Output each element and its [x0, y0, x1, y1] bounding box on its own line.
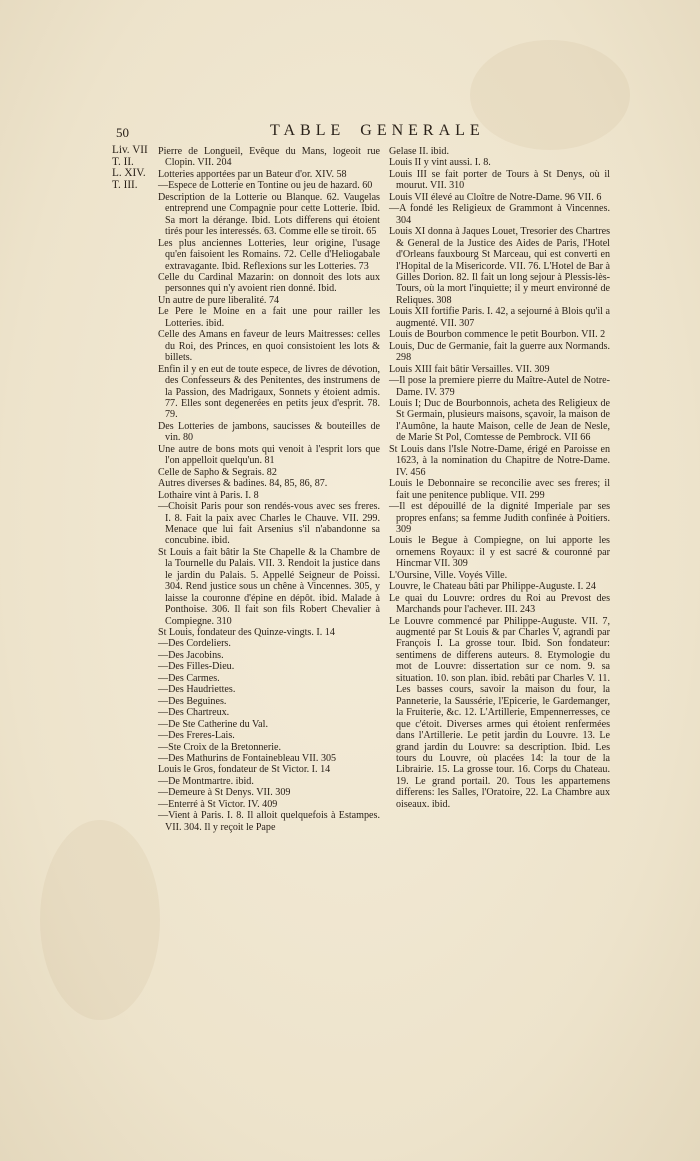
index-entry: St Louis dans l'Isle Notre-Dame, érigé en Paroisse en 1623, à la nomination du Chapitre de Notre-Dame. IV. 456 [389, 443, 610, 478]
index-entry: Celle du Cardinal Mazarin: on donnoit des lots aux personnes qui n'y avoient rien donné. Ibid. [158, 271, 380, 295]
index-entry: Une autre de bons mots qui venoit à l'esprit lors que l'on appelloit quelqu'un. 81 [158, 443, 380, 467]
index-entry: Louis XI donna à Jaques Louet, Tresorier des Chartres & General de la Justice des Aides de Paris, l'Hotel d'Orleans fauxbourg St Marceau, qui est converti en l'Hopital de la Misericorde. VII. 76. L'Hotel de Bar à Gilles Dorion. 82. Il fait un long sejour à Plessis-lès-Tours, où la mort l'inquiette; il y meurt environné de Reliques. 308 [389, 226, 610, 306]
index-column-right [389, 146, 610, 810]
index-entry: Louis III se fait porter de Tours à St Denys, où il mourut. VII. 310 [389, 168, 610, 192]
paper-stain [470, 40, 630, 150]
index-entry: —Des Jacobins. [158, 649, 224, 661]
index-entry: —Espece de Lotterie en Tontine ou jeu de hazard. 60 [158, 180, 373, 192]
index-entry: —Ste Croix de la Bretonnerie. [158, 741, 282, 753]
index-entry: Louis I; Duc de Bourbonnois, acheta des Religieux de St Germain, plusieurs maisons, sçavoir, la maison de l'Aumône, la haute Maison, celle de Jean de Nesle, de Marie St Pol, Comtesse de Pembrock. VII 66 [389, 397, 610, 444]
index-entry: Louis le Debonnaire se reconcilie avec ses freres; il fait une penitence publique. VII. 299 [389, 478, 610, 501]
index-entry: Louis II y vint aussi. I. 8. [389, 157, 491, 169]
index-entry: —Il pose la premiere pierre du Maître-Autel de Notre-Dame. IV. 379 [389, 375, 610, 398]
paper-stain [40, 820, 160, 1020]
index-entry: Des Lotteries de jambons, saucisses & bouteilles de vin. 80 [158, 420, 380, 444]
index-entry: —Des Carmes. [158, 672, 220, 684]
margin-note: T. III. [112, 178, 138, 191]
index-entry: —Des Filles-Dieu. [158, 661, 235, 673]
index-entry: L'Oursine, Ville. Voyés Ville. [389, 569, 508, 581]
index-entry: Autres diverses & badines. 84, 85, 86, 87. [158, 478, 328, 490]
index-entry: —A fondé les Religieux de Grammont à Vincennes. 304 [389, 203, 610, 226]
index-entry: Louis XII fortifie Paris. I. 42, a sejourné à Blois qu'il a augmenté. VII. 307 [389, 306, 610, 329]
index-entry: —Demeure à St Denys. VII. 309 [158, 787, 291, 799]
page-number: 50 [116, 125, 129, 140]
index-entry: Celle des Amans en faveur de leurs Maitresses: celles du Roi, des Princes, en quoi consistoient les lots & billets. [158, 329, 380, 364]
index-entry: Louis le Gros, fondateur de St Victor. I. 14 [158, 764, 331, 776]
index-entry: —Enterré à St Victor. IV. 409 [158, 798, 278, 810]
index-column-left [158, 146, 380, 833]
index-entry: —Il est dépouillé de la dignité Imperiale par ses propres enfans; sa femme Judith confinée à Poitiers. 309 [389, 501, 610, 535]
index-entry: —Des Mathurins de Fontainebleau VII. 305 [158, 753, 337, 765]
index-entry: Louis de Bourbon commence le petit Bourbon. VII. 2 [389, 329, 606, 341]
index-entry: —Des Cordeliers. [158, 638, 231, 650]
index-entry: Le Louvre commencé par Philippe-Auguste. VII. 7, augmenté par St Louis & par Charles V, agrandi par François I. La grosse tour. Ibid. Son fondateur: sentimens de differens auteurs. 8. Etymologie du mot de Louvre: dissertation sur ce nom. 9. sa situation. 10. son plan. ibid. rebâti par Charles V. 11. Les basses cours, savoir la maison du four, la Panneterie, la Saussérie, l'Epicerie, le Gardemanger, la Fruiterie, &c. 12. L'Artillerie, Empennerresses, ce que c'étoit. Diverses armes qui étoient renfermées dans l'Artillerie. Le petit jardin du Louvre. 13. Le grand jardin du Louvre: sa description. Ibid. Les tours du Louvre, où placées 14: la tour de la Librairie. 15. La grosse tour. 16. Corps du Chateau. 19. Le grand portail. 20. Tous les appartemens differens: les Salles, l'Oratoire, 22. La Chambre aux oiseaux. ibid. [389, 615, 610, 810]
index-entry: Le Pere le Moine en a fait une pour railler les Lotteries. ibid. [158, 306, 380, 329]
margin-note: T. II. [112, 155, 134, 168]
index-entry: Louis XIII fait bâtir Versailles. VII. 309 [389, 363, 550, 375]
index-entry: Enfin il y en eut de toute espece, de livres de dévotion, des Confesseurs & des Penitentes, des instrumens de la Passion, des Madrigaux, Sonnets y étoient admis. 77. Elles sont degenerées en petits jeux d'esprit. 78. 79. [158, 363, 380, 421]
index-entry: Les plus anciennes Lotteries, leur origine, l'usage qu'en faisoient les Romains. 72. Celle d'Heliogabale extravagante. Ibid. Reflexions sur les Lotteries. 73 [158, 237, 380, 272]
index-entry: —Des Beguines. [158, 695, 227, 707]
index-entry: Louis, Duc de Germanie, fait la guerre aux Normands. 298 [389, 340, 610, 364]
index-entry: Le quai du Louvre: ordres du Roi au Prevost des Marchands pour l'achever. III. 243 [389, 592, 610, 616]
index-entry: —Vient à Paris. I. 8. Il alloit quelquefois à Estampes. VII. 304. Il y reçoit le Pape [158, 810, 380, 833]
index-entry: Louvre, le Chateau bâti par Philippe-Auguste. I. 24 [389, 581, 596, 593]
index-entry: Louis VII élevé au Cloître de Notre-Dame. 96 VII. 6 [389, 191, 602, 203]
index-entry: —De Montmartre. ibid. [158, 775, 254, 787]
index-entry: Lothaire vint à Paris. I. 8 [158, 489, 259, 501]
index-entry: Pierre de Longueil, Evêque du Mans, logeoit rue Clopin. VII. 204 [158, 146, 380, 169]
index-entry: —Des Freres-Lais. [158, 730, 235, 742]
index-entry: Louis le Begue à Compiegne, on lui apporte les ornemens Royaux: il y est sacré & couronné par Hincmar VII. 309 [389, 535, 610, 570]
index-entry: Un autre de pure liberalité. 74 [158, 294, 280, 306]
index-entry: Celle de Sapho & Segrais. 82 [158, 466, 277, 478]
margin-notes [112, 145, 162, 191]
index-entry: Gelase II. ibid. [389, 146, 449, 157]
margin-note: Liv. VII [112, 144, 148, 156]
index-entry: —Des Chartreux. [158, 707, 230, 719]
index-entry: —Choisit Paris pour son rendés-vous avec ses freres. I. 8. Fait la paix avec Charles le Chauve. VII. 299. Menace que lui fait Arsenius s'il n'abandonne sa concubine. ibid. [158, 501, 380, 547]
index-entry: St Louis a fait bâtir la Ste Chapelle & la Chambre de la Tournelle du Palais. VII. 3. Rendoit la justice dans le jardin du Palais. 5. Appellé Seigneur de Poissi. 304. Rend justice sous un chêne à Vincennes. 305, y laisse la couronne d'épine en dépôt. ibid. Malade à Ponthoise. 306. Il fait son fils Robert Chevalier à Compiegne. 310 [158, 546, 380, 627]
index-entry: Description de la Lotterie ou Blanque. 62. Vaugelas entreprend une Compagnie pour cette Lotterie. Ibid. Sa mort la dérange. Ibid. Lots differens qui étoient tirés pour les interessés. 63. Comme elle se tiroit. 65 [158, 191, 380, 238]
index-entry: —Des Haudriettes. [158, 684, 236, 696]
index-entry: Lotteries apportées par un Bateur d'or. XIV. 58 [158, 168, 347, 180]
margin-note: L. XIV. [112, 167, 146, 180]
index-entry: St Louis, fondateur des Quinze-vingts. I. 14 [158, 627, 335, 639]
page-title: TABLE GENERALE [270, 122, 485, 139]
index-entry: —De Ste Catherine du Val. [158, 718, 268, 730]
